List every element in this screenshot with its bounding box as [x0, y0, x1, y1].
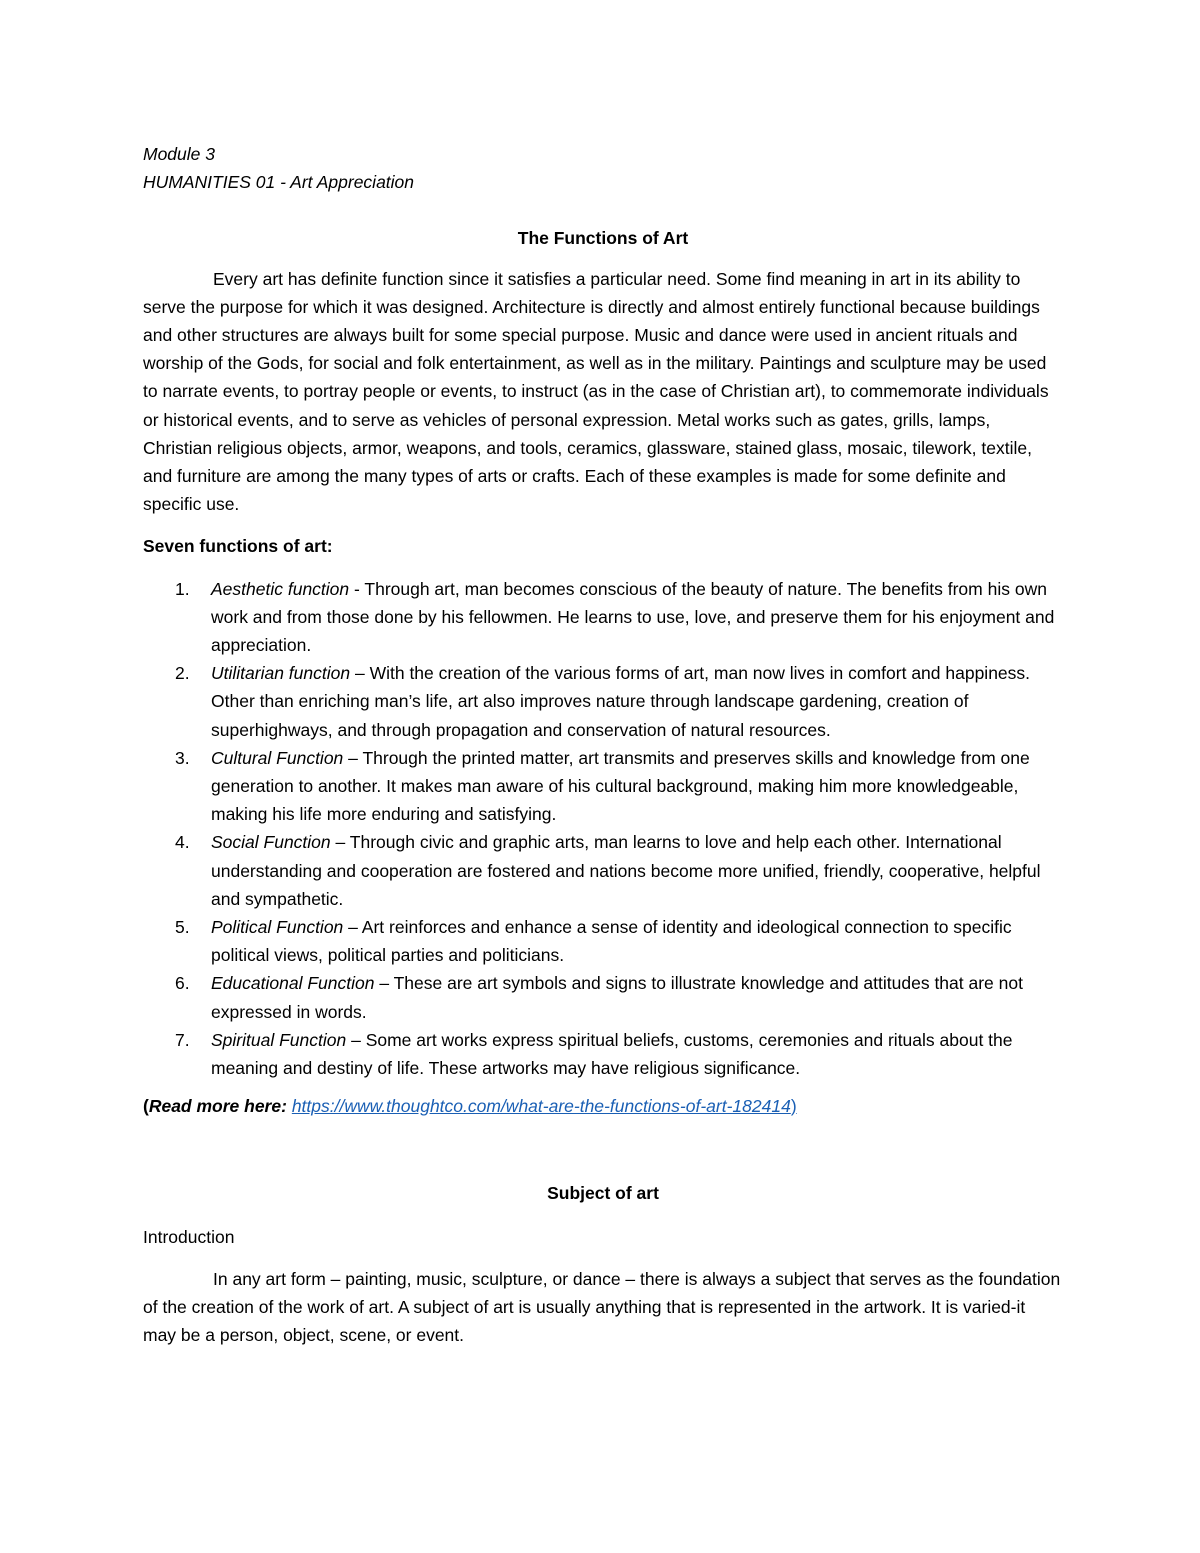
- function-name: Educational Function: [211, 973, 375, 994]
- function-text: With the creation of the various forms of art, man now lives in comfort and happiness. Other than enriching man’s life, art also improves nature through landscape gardening, creation of superhighways, and through propagation and conservation of natural resources.: [211, 663, 1031, 740]
- read-more-label: Read more here:: [148, 1096, 287, 1117]
- function-text: These are art symbols and signs to illustrate knowledge and attitudes that are not expressed in words.: [211, 973, 1023, 1022]
- read-more-line: [143, 1092, 1063, 1120]
- list-item: [143, 828, 1063, 913]
- list-item: [143, 744, 1063, 829]
- function-text: Through the printed matter, art transmits and preserves skills and knowledge from one generation to another. It makes man aware of his cultural background, making him more knowledgeable, making his life more enduring and satisfying.: [211, 747, 1030, 825]
- list-number: 4.: [175, 832, 190, 853]
- list-item: [143, 575, 1063, 660]
- list-number: 6.: [175, 973, 190, 994]
- function-name: Spiritual Function: [211, 1029, 347, 1050]
- separator: -: [349, 578, 365, 599]
- course-label: HUMANITIES 01 - Art Appreciation: [143, 172, 415, 193]
- section-title-functions: The Functions of Art: [517, 228, 689, 249]
- function-text: Some art works express spiritual beliefs, customs, ceremonies and rituals about the meaning and destiny of life. These artworks may have religious significance.: [211, 1029, 1013, 1079]
- list-item: [143, 659, 1063, 744]
- separator: –: [346, 1029, 366, 1050]
- function-text: Through civic and graphic arts, man learns to love and help each other. International understanding and cooperation are fostered and nations become more unified, friendly, cooperative, helpful and sympathetic.: [211, 832, 1041, 909]
- list-item: [143, 1026, 1063, 1082]
- read-more-link[interactable]: https://www.thoughtco.com/what-are-the-functions-of-art-182414: [291, 1096, 791, 1117]
- function-name: Social Function: [211, 832, 331, 853]
- separator: –: [343, 747, 363, 768]
- list-item: [143, 913, 1063, 969]
- list-number: 2.: [175, 663, 190, 684]
- list-number: 5.: [175, 917, 190, 938]
- function-text: Through art, man becomes conscious of the beauty of nature. The benefits from his own work and from those done by his fellowmen. He learns to use, love, and preserve them for his enjoyment and appreciation.: [211, 578, 1055, 656]
- read-more-close: ): [790, 1096, 797, 1117]
- separator: –: [374, 973, 394, 994]
- list-number: 1.: [175, 578, 190, 599]
- section-title-subject: Subject of art: [547, 1182, 659, 1203]
- list-item: [143, 969, 1063, 1025]
- list-number: 7.: [175, 1029, 190, 1050]
- functions-list-heading: Seven functions of art:: [143, 536, 333, 557]
- module-label: Module 3: [143, 144, 215, 164]
- function-name: Cultural Function: [211, 747, 344, 768]
- function-name: Political Function: [211, 917, 344, 938]
- function-text: Art reinforces and enhance a sense of identity and ideological connection to specific political views, political parties and politicians.: [211, 917, 1012, 966]
- separator: –: [343, 917, 362, 938]
- function-name: Utilitarian function: [211, 663, 351, 684]
- functions-list: [143, 575, 1063, 1083]
- separator: –: [330, 832, 350, 853]
- separator: –: [350, 663, 370, 684]
- introduction-label: Introduction: [143, 1226, 235, 1247]
- function-name: Aesthetic function: [211, 578, 350, 599]
- list-number: 3.: [175, 747, 190, 768]
- document-header: [143, 140, 1063, 196]
- read-more-open: (: [143, 1096, 149, 1117]
- functions-paragraph: Every art has definite function since it satisfies a particular need. Some find meaning in art in its ability to serve the purpose for which it was designed. Architecture is directly and almost entirely functional because buildings and other structures are always built for some special purpose. Music and dance were used in ancient rituals and worship of the Gods, for social and folk entertainment, as well as in the military. Paintings and sculpture may be used to narrate events, to portray people or events, to instruct (as in the case of Christian art), to commemorate individuals or historical events, and to serve as vehicles of personal expression. Metal works such as gates, grills, lamps, Christian religious objects, armor, weapons, and tools, ceramics, glassware, stained glass, mosaic, tilework, textile, and furniture are among the many types of arts or crafts. Each of these examples is made for some definite and specific use.: [143, 268, 1049, 515]
- document-content: [143, 140, 1063, 1350]
- subject-paragraph: In any art form – painting, music, sculpture, or dance – there is always a subject that serves as the foundation of the creation of the work of art. A subject of art is usually anything that is represented in the artwork. It is varied-it may be a person, object, scene, or event.: [143, 1268, 1061, 1346]
